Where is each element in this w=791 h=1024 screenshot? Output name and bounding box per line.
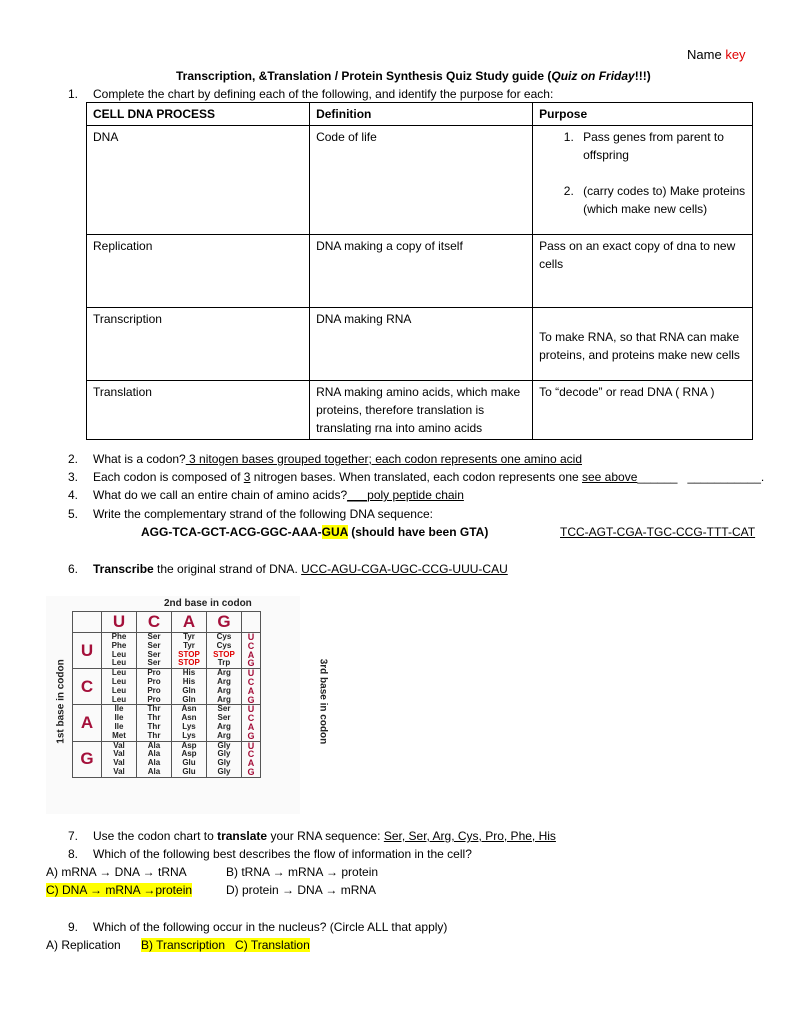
q2-answer: 3 nitogen bases grouped together; each codon represents one amino acid (185, 452, 582, 466)
codon-cell (137, 741, 172, 777)
amino-acid: Ile (114, 721, 124, 731)
codon-cell (172, 705, 207, 741)
q3-answer-ref: see above (582, 470, 638, 484)
third-base: C (247, 749, 255, 760)
q8-number: 8. (67, 847, 78, 861)
q7-number: 7. (67, 829, 78, 843)
q6-line: Transcribe the original strand of DNA. UCC-AGU-CGA-UGC-CCG-UUU-CAU (93, 562, 508, 576)
codon-chart-title: 2nd base in codon (164, 598, 252, 609)
amino-acid: Cys (216, 632, 232, 641)
amino-acid: Ser (147, 658, 161, 668)
amino-acid: His (182, 668, 196, 678)
header-definition: Definition (310, 103, 533, 126)
amino-acid: Ser (217, 713, 231, 723)
second-base: U (102, 612, 137, 633)
third-base-column (242, 633, 261, 669)
amino-acid: Lys (182, 721, 196, 731)
row-process: Replication (87, 235, 310, 308)
amino-acid: Ala (147, 766, 161, 776)
q5-text: Write the complementary strand of the following DNA sequence: (93, 507, 433, 521)
q3-line: Each codon is composed of 3 nitrogen bases. When translated, each codon represents one see above______ ___________. (93, 470, 765, 484)
first-base: U (73, 633, 102, 669)
amino-acid: Ala (147, 740, 161, 750)
third-base: C (247, 676, 255, 687)
amino-acid: Pro (147, 676, 161, 686)
third-base: U (247, 704, 255, 715)
amino-acid: Thr (147, 721, 161, 731)
q3-number: 3. (67, 470, 78, 484)
amino-acid: Ile (114, 704, 124, 714)
amino-acid: Leu (111, 676, 127, 686)
q8-option-a: A) mRNA → DNA → tRNA (46, 865, 187, 879)
row-purpose: Pass on an exact copy of dna to new cells (533, 235, 753, 308)
table-row (87, 126, 753, 235)
first-base: C (73, 669, 102, 705)
q7-answer: Ser, Ser, Arg, Cys, Pro, Phe, His (383, 829, 556, 843)
amino-acid: Ser (147, 640, 161, 650)
third-base: U (247, 740, 255, 751)
q1-text: Complete the chart by defining each of the following, and identify the purpose for each: (93, 87, 554, 101)
q9-option-a: A) Replication (46, 938, 121, 952)
amino-acid: Leu (111, 694, 127, 704)
page-title: Transcription, &Translation / Protein Synthesis Quiz Study guide (Quiz on Friday!!!) (176, 69, 651, 83)
codon-cell (102, 705, 137, 741)
amino-acid: Leu (111, 658, 127, 668)
table-row (87, 381, 753, 440)
row-definition: Code of life (310, 126, 533, 235)
third-base: A (247, 649, 255, 660)
q6-number: 6. (67, 562, 78, 576)
amino-acid: Ser (217, 704, 231, 714)
name-value: key (725, 47, 746, 62)
codon-cell (172, 741, 207, 777)
row-purpose: To make RNA, so that RNA can make proteins, and proteins make new cells (533, 308, 753, 381)
codon-cell (207, 633, 242, 669)
codon-cell (172, 669, 207, 705)
q5-answer: TCC-AGT-CGA-TGC-CCG-TTT-CAT (560, 525, 756, 539)
row-definition: RNA making amino acids, which make proteins, therefore translation is translating rna into amino acids (310, 381, 533, 440)
third-base-column (242, 741, 261, 777)
codon-cell (137, 633, 172, 669)
amino-acid: Pro (147, 694, 161, 704)
codon-grid (72, 611, 261, 778)
amino-acid: Cys (216, 640, 232, 650)
third-base-column (242, 669, 261, 705)
row-process: Transcription (87, 308, 310, 381)
row-definition: DNA making RNA (310, 308, 533, 381)
q8-text: Which of the following best describes the flow of information in the cell? (93, 847, 472, 861)
codon-cell (137, 705, 172, 741)
third-base-label: 3rd base in codon (317, 658, 329, 745)
codon-cell (137, 669, 172, 705)
amino-acid: STOP (178, 649, 200, 659)
amino-acid: Ile (114, 713, 124, 723)
q4-number: 4. (67, 488, 78, 502)
amino-acid: Phe (111, 640, 127, 650)
header-process: CELL DNA PROCESS (87, 103, 310, 126)
codon-cell (207, 669, 242, 705)
third-base: G (247, 658, 255, 669)
codon-cell (172, 633, 207, 669)
purpose-item: 2. (carry codes to) Make proteins (which make new cells) (577, 182, 746, 218)
amino-acid: Tyr (183, 632, 195, 641)
third-base: C (247, 640, 255, 651)
third-base: A (247, 685, 255, 696)
row-process: DNA (87, 126, 310, 235)
amino-acid: Arg (217, 730, 231, 740)
codon-cell (207, 741, 242, 777)
amino-acid: Arg (217, 721, 231, 731)
q7-line: Use the codon chart to translate your RNA sequence: Ser, Ser, Arg, Cys, Pro, Phe, His (93, 829, 556, 843)
amino-acid: Val (113, 740, 125, 750)
amino-acid: Leu (111, 685, 127, 695)
amino-acid: Gly (217, 749, 231, 759)
name-label: Name (687, 47, 722, 62)
amino-acid: Gly (217, 766, 231, 776)
amino-acid: STOP (178, 658, 200, 668)
amino-acid: Trp (217, 658, 231, 668)
q8-option-b: B) tRNA → mRNA → protein (226, 865, 379, 879)
amino-acid: Leu (111, 668, 127, 678)
second-base: G (207, 612, 242, 633)
amino-acid: Asp (181, 749, 197, 759)
amino-acid: Glu (182, 766, 196, 776)
third-base-column (242, 705, 261, 741)
q8-option-c: C) DNA → mRNA →protein (46, 883, 193, 897)
amino-acid: Asn (181, 713, 197, 723)
first-base: G (73, 741, 102, 777)
third-base: C (247, 713, 255, 724)
amino-acid: Thr (147, 713, 161, 723)
process-table (86, 102, 753, 440)
amino-acid: Arg (217, 685, 231, 695)
amino-acid: Asp (181, 740, 197, 750)
amino-acid: Thr (147, 704, 161, 714)
amino-acid: Val (113, 766, 125, 776)
third-base: A (247, 721, 255, 732)
q4-answer: ___poly peptide chain (347, 488, 464, 502)
amino-acid: Pro (147, 668, 161, 678)
third-base: G (247, 766, 255, 777)
amino-acid: Ser (147, 632, 161, 641)
row-purpose (533, 126, 753, 235)
third-base: A (247, 758, 255, 769)
table-row (87, 235, 753, 308)
row-definition: DNA making a copy of itself (310, 235, 533, 308)
amino-acid: Glu (182, 758, 196, 768)
amino-acid: Gln (182, 694, 196, 704)
q5-number: 5. (67, 507, 78, 521)
third-base: G (247, 730, 255, 741)
codon-cell (102, 633, 137, 669)
q8-option-d: D) protein → DNA → mRNA (226, 883, 377, 897)
amino-acid: Gly (217, 740, 231, 750)
codon-cell (102, 741, 137, 777)
q9-option-b-c: B) Transcription C) Translation (141, 938, 310, 952)
third-base: G (247, 694, 255, 705)
amino-acid: Gly (217, 758, 231, 768)
q2-number: 2. (67, 452, 78, 466)
second-base: A (172, 612, 207, 633)
q1-number: 1. (67, 87, 78, 101)
amino-acid: Thr (147, 730, 161, 740)
amino-acid: Lys (182, 730, 196, 740)
second-base: C (137, 612, 172, 633)
q5-highlight: GUA (321, 525, 348, 539)
amino-acid: His (182, 676, 196, 686)
amino-acid: Phe (111, 632, 127, 641)
amino-acid: Val (113, 749, 125, 759)
amino-acid: Met (112, 730, 126, 740)
q9-number: 9. (67, 920, 78, 934)
codon-chart (46, 596, 329, 814)
q9-text: Which of the following occur in the nucleus? (Circle ALL that apply) (93, 920, 448, 934)
amino-acid: Gln (182, 685, 196, 695)
purpose-item: 1. Pass genes from parent to offspring (577, 128, 746, 164)
amino-acid: Arg (217, 668, 231, 678)
table-header-row (87, 103, 753, 126)
amino-acid: Ala (147, 749, 161, 759)
row-purpose: To “decode” or read DNA ( RNA ) (533, 381, 753, 440)
third-base: U (247, 632, 255, 642)
amino-acid: Ser (147, 649, 161, 659)
amino-acid: Arg (217, 694, 231, 704)
amino-acid: Tyr (183, 640, 195, 650)
q4-line: What do we call an entire chain of amino acids?___poly peptide chain (93, 488, 464, 502)
q3-answer-count: 3 (243, 470, 251, 484)
amino-acid: Arg (217, 676, 231, 686)
header-purpose: Purpose (533, 103, 753, 126)
third-base: U (247, 668, 255, 679)
q6-answer: UCC-AGU-CGA-UGC-CCG-UUU-CAU (301, 562, 508, 576)
codon-cell (207, 705, 242, 741)
first-base: A (73, 705, 102, 741)
first-base-label: 1st base in codon (55, 659, 67, 744)
amino-acid: Val (113, 758, 125, 768)
amino-acid: Pro (147, 685, 161, 695)
q2-line: What is a codon? 3 nitogen bases grouped together; each codon represents one amino acid (93, 452, 582, 466)
name-line (687, 47, 746, 62)
q5-sequence: AGG-TCA-GCT-ACG-GGC-AAA-GUA (should have been GTA) (141, 525, 489, 539)
table-row (87, 308, 753, 381)
codon-cell (102, 669, 137, 705)
amino-acid: Leu (111, 649, 127, 659)
amino-acid: Asn (181, 704, 197, 714)
amino-acid: Ala (147, 758, 161, 768)
row-process: Translation (87, 381, 310, 440)
amino-acid: STOP (213, 649, 235, 659)
